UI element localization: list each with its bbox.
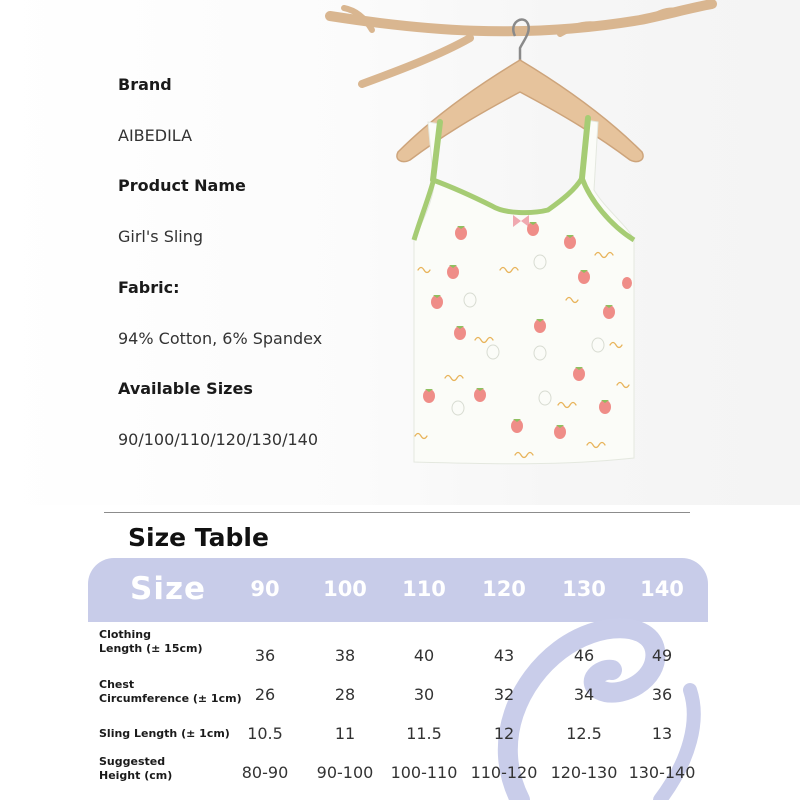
product-name-label: Product Name <box>118 176 246 195</box>
brand-value: AIBEDILA <box>118 126 193 145</box>
row-label-chest-circumference <box>99 678 242 706</box>
size-header-100: 100 <box>323 577 367 601</box>
size-header-110: 110 <box>402 577 446 601</box>
row-label-sling-length <box>99 727 230 741</box>
table-cell: 12 <box>493 724 515 743</box>
brand-label: Brand <box>118 75 172 94</box>
fabric-label: Fabric: <box>118 278 180 297</box>
table-cell: 26 <box>254 685 276 704</box>
table-cell: 12.5 <box>566 724 602 743</box>
table-cell: 30 <box>413 685 435 704</box>
table-cell: 43 <box>493 646 515 665</box>
table-cell: 13 <box>651 724 673 743</box>
table-cell: 32 <box>493 685 515 704</box>
table-cell: 130-140 <box>628 763 696 782</box>
table-cell: 40 <box>413 646 435 665</box>
row-label-line: Chest <box>99 678 135 691</box>
size-table-title: Size Table <box>128 523 269 552</box>
camisole-illustration <box>414 118 634 464</box>
table-cell: 100-110 <box>390 763 458 782</box>
table-cell: 90-100 <box>316 763 374 782</box>
size-header-label: Size <box>130 571 207 607</box>
table-cell: 28 <box>334 685 356 704</box>
table-cell: 36 <box>651 685 673 704</box>
available-sizes-value: 90/100/110/120/130/140 <box>118 430 319 449</box>
size-header-140: 140 <box>640 577 684 601</box>
size-header-130: 130 <box>562 577 606 601</box>
row-label-line: Height (cm) <box>99 769 173 782</box>
table-cell: 11.5 <box>406 724 442 743</box>
table-cell: 120-130 <box>550 763 618 782</box>
table-cell: 36 <box>254 646 276 665</box>
row-label-clothing-length <box>99 628 203 656</box>
table-cell: 38 <box>334 646 356 665</box>
table-cell: 10.5 <box>247 724 283 743</box>
row-label-line: Suggested <box>99 755 166 768</box>
table-cell: 80-90 <box>241 763 289 782</box>
table-cell: 11 <box>334 724 356 743</box>
row-label-line: Sling Length (± 1cm) <box>99 727 230 740</box>
camisole-on-hanger-image <box>320 0 720 480</box>
product-name-value: Girl's Sling <box>118 227 204 246</box>
table-cell: 110-120 <box>470 763 538 782</box>
size-header-120: 120 <box>482 577 526 601</box>
table-cell: 34 <box>573 685 595 704</box>
row-label-line: Clothing <box>99 628 151 641</box>
row-label-suggested-height <box>99 755 172 783</box>
section-divider <box>104 512 690 513</box>
row-label-line: Length (± 15cm) <box>99 642 203 655</box>
table-cell: 49 <box>651 646 673 665</box>
fabric-value: 94% Cotton, 6% Spandex <box>118 329 323 348</box>
table-cell: 46 <box>573 646 595 665</box>
row-label-line: Circumference (± 1cm) <box>99 692 242 705</box>
size-header-90: 90 <box>250 577 280 601</box>
available-sizes-label: Available Sizes <box>118 379 253 398</box>
